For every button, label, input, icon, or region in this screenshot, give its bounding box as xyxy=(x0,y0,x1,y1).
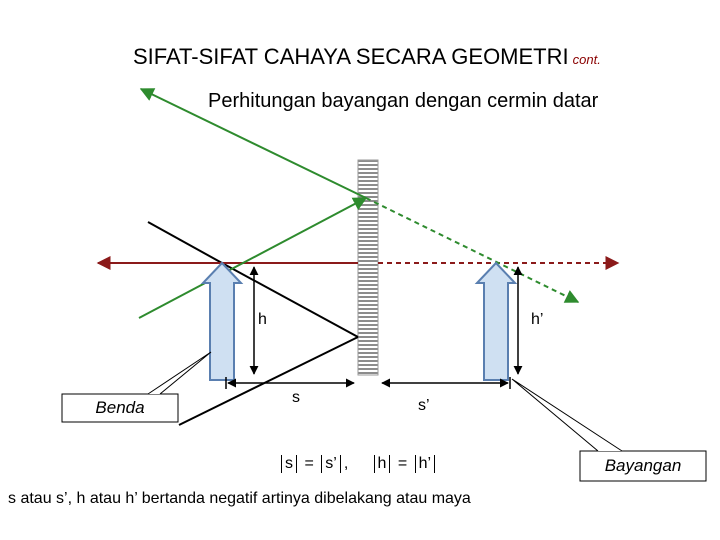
page-subtitle: Perhitungan bayangan dengan cermin datar xyxy=(208,90,599,112)
formula-eq-2: = xyxy=(397,455,408,473)
green-ray-incident xyxy=(139,198,366,318)
object-callout-pointer xyxy=(148,352,211,394)
black-ray-upper xyxy=(148,222,222,263)
distance-height-formula xyxy=(278,455,438,473)
object-callout-label: Benda xyxy=(95,398,145,417)
formula-h-prime: h’ xyxy=(418,455,432,473)
plane-mirror xyxy=(358,160,378,375)
image-arrow xyxy=(477,263,515,380)
formula-s: s xyxy=(285,455,293,473)
formula-s-prime: s’ xyxy=(325,455,337,473)
image-callout-pointer xyxy=(512,379,622,451)
title-suffix: cont. xyxy=(572,52,601,67)
black-ray-reflected xyxy=(179,337,358,425)
page-title xyxy=(133,44,601,70)
object-arrow xyxy=(203,263,241,380)
black-ray-to-mirror xyxy=(222,263,358,337)
formula-comma: , xyxy=(343,455,349,473)
title-text: SIFAT-SIFAT CAHAYA SECARA GEOMETRI xyxy=(133,44,569,69)
sign-convention-note: s atau s’, h atau h’ bertanda negatif artinya dibelakang atau maya xyxy=(8,490,471,507)
image-callout-label: Bayangan xyxy=(604,456,682,475)
image-height-label: h’ xyxy=(531,311,544,328)
image-distance-label: s’ xyxy=(418,397,430,414)
formula-eq-1: = xyxy=(304,455,314,473)
object-height-label: h xyxy=(258,311,267,328)
green-ray-virtual xyxy=(366,198,578,302)
object-distance-label: s xyxy=(292,389,300,406)
formula-h: h xyxy=(377,455,387,473)
